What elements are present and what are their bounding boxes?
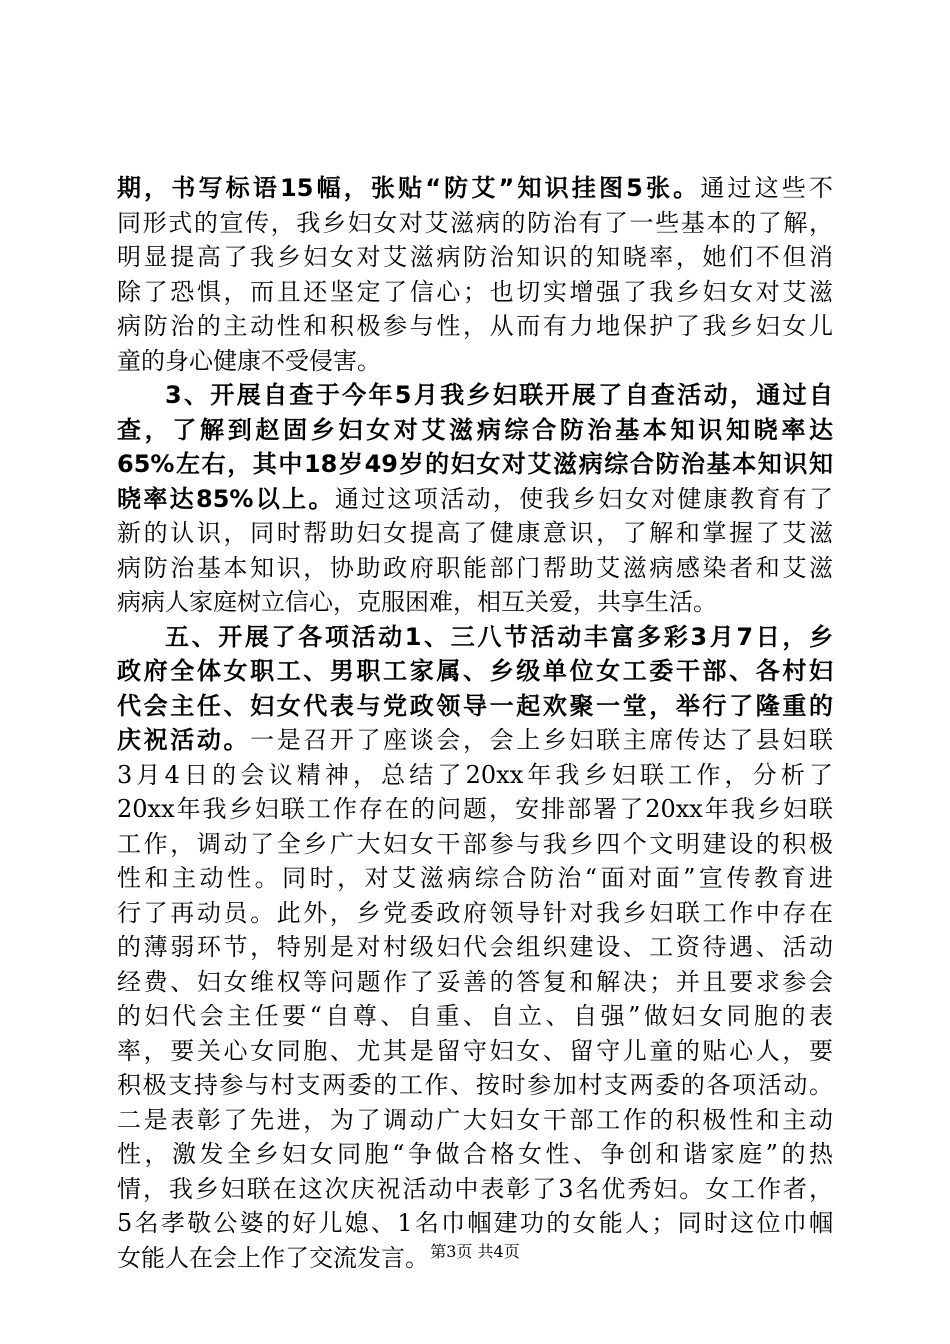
text-line xyxy=(117,309,833,344)
bold-run: 五、开展了各项活动1、三八节活动丰富多彩3月7日，乡 xyxy=(165,622,833,651)
text-run: 女能人在会上作了交流发言。 xyxy=(117,1243,429,1272)
text-line xyxy=(117,965,833,1000)
text-run: 二是表彰了先进，为了调动广大妇女干部工作的积极性和主动 xyxy=(117,1105,833,1134)
text-line xyxy=(117,1137,833,1172)
text-run: 积极支持参与村支两委的工作、按时参加村支两委的各项活动。 xyxy=(117,1071,833,1099)
text-run: 病病人家庭树立信心，克服困难，相互关爱，共享生活。 xyxy=(117,588,717,616)
text-line xyxy=(117,758,833,793)
text-line xyxy=(117,344,833,379)
text-run: 童的身心健康不受侵害。 xyxy=(117,346,381,375)
text-run: 经费、妇女维权等问题作了妥善的答复和解决；并且要求参会 xyxy=(117,967,833,996)
text-line xyxy=(117,827,833,862)
text-run: 明显提高了我乡妇女对艾滋病防治知识的知晓率，她们不但消 xyxy=(117,243,833,271)
paragraph-3 xyxy=(117,620,833,1276)
text-line xyxy=(117,585,833,620)
paragraph-2 xyxy=(117,378,833,620)
text-line xyxy=(117,516,833,551)
text-line xyxy=(117,620,833,655)
text-line xyxy=(117,1206,833,1241)
text-run: 病防治基本知识，协助政府职能部门帮助艾滋病感染者和艾滋 xyxy=(117,553,833,582)
bold-run: 晓率达85%以上。 xyxy=(117,484,335,513)
text-run: 新的认识，同时帮助妇女提高了健康意识，了解和掌握了艾滋 xyxy=(117,519,833,547)
text-line xyxy=(117,654,833,689)
text-run: 性和主动性。同时，对艾滋病综合防治“面对面”宣传教育进 xyxy=(117,864,833,892)
text-line xyxy=(117,930,833,965)
text-line xyxy=(117,240,833,275)
text-line xyxy=(117,378,833,413)
text-line xyxy=(117,171,833,206)
text-run: 3月4日的会议精神，总结了20xx年我乡妇联工作，分析了 xyxy=(117,760,833,789)
text-line xyxy=(117,1103,833,1138)
text-line xyxy=(117,861,833,896)
text-line xyxy=(117,896,833,931)
text-run: 通过这些不 xyxy=(700,174,833,202)
bold-run: 查，了解到赵固乡妇女对艾滋病综合防治基本知识知晓率达 xyxy=(117,415,833,444)
text-run: 通过这项活动，使我乡妇女对健康教育有了 xyxy=(334,484,833,513)
text-line xyxy=(117,1034,833,1069)
text-line xyxy=(117,1068,833,1103)
text-line xyxy=(117,206,833,241)
text-run: 的薄弱环节，特别是对村级妇代会组织建设、工资待遇、活动 xyxy=(117,933,833,961)
text-run: 5名孝敬公婆的好儿媳、1名巾帼建功的女能人；同时这位巾帼 xyxy=(117,1209,833,1237)
text-run: 病防治的主动性和积极参与性，从而有力地保护了我乡妇女儿 xyxy=(117,312,833,340)
text-run: 的妇代会主任要“自尊、自重、自立、自强”做妇女同胞的表 xyxy=(117,1002,833,1030)
bold-run: 政府全体女职工、男职工家属、乡级单位女工委干部、各村妇 xyxy=(117,657,833,685)
text-run: 一是召开了座谈会，会上乡妇联主席传达了县妇联 xyxy=(250,726,833,754)
text-line xyxy=(117,723,833,758)
paragraph-1 xyxy=(117,171,833,378)
text-run: 行了再动员。此外，乡党委政府领导针对我乡妇联工作中存在 xyxy=(117,898,833,927)
bold-run: 期，书写标语15幅，张贴“防艾”知识挂图5张。 xyxy=(117,174,701,202)
text-run: 率，要关心女同胞、尤其是留守妇女、留守儿童的贴心人，要 xyxy=(117,1036,833,1065)
document-body xyxy=(117,171,833,1275)
text-run: 同形式的宣传，我乡妇女对艾滋病的防治有了一些基本的了解， xyxy=(117,208,833,237)
text-run: 性，激发全乡妇女同胞“争做合格女性、争创和谐家庭”的热 xyxy=(117,1140,833,1168)
text-line xyxy=(117,551,833,586)
text-line xyxy=(117,413,833,448)
text-run: 20xx年我乡妇联工作存在的问题，安排部署了20xx年我乡妇联 xyxy=(117,795,833,823)
text-line xyxy=(117,1172,833,1207)
text-line xyxy=(117,792,833,827)
bold-run: 庆祝活动。 xyxy=(117,726,251,754)
text-line xyxy=(117,447,833,482)
text-run: 情，我乡妇联在这次庆祝活动中表彰了3名优秀妇。女工作者， xyxy=(117,1174,833,1203)
text-line xyxy=(117,275,833,310)
text-line xyxy=(117,482,833,517)
text-line xyxy=(117,999,833,1034)
bold-run: 3、开展自查于今年5月我乡妇联开展了自查活动，通过自 xyxy=(165,381,833,409)
page-footer xyxy=(0,1240,950,1264)
text-line xyxy=(117,689,833,724)
page-number-label: 第3页 共4页 xyxy=(430,1242,520,1261)
text-run: 除了恐惧，而且还坚定了信心；也切实增强了我乡妇女对艾滋 xyxy=(117,277,833,306)
bold-run: 65%左右，其中18岁49岁的妇女对艾滋病综合防治基本知识知 xyxy=(117,450,833,478)
text-run: 工作，调动了全乡广大妇女干部参与我乡四个文明建设的积极 xyxy=(117,829,833,858)
bold-run: 代会主任、妇女代表与党政领导一起欢聚一堂，举行了隆重的 xyxy=(117,691,833,720)
